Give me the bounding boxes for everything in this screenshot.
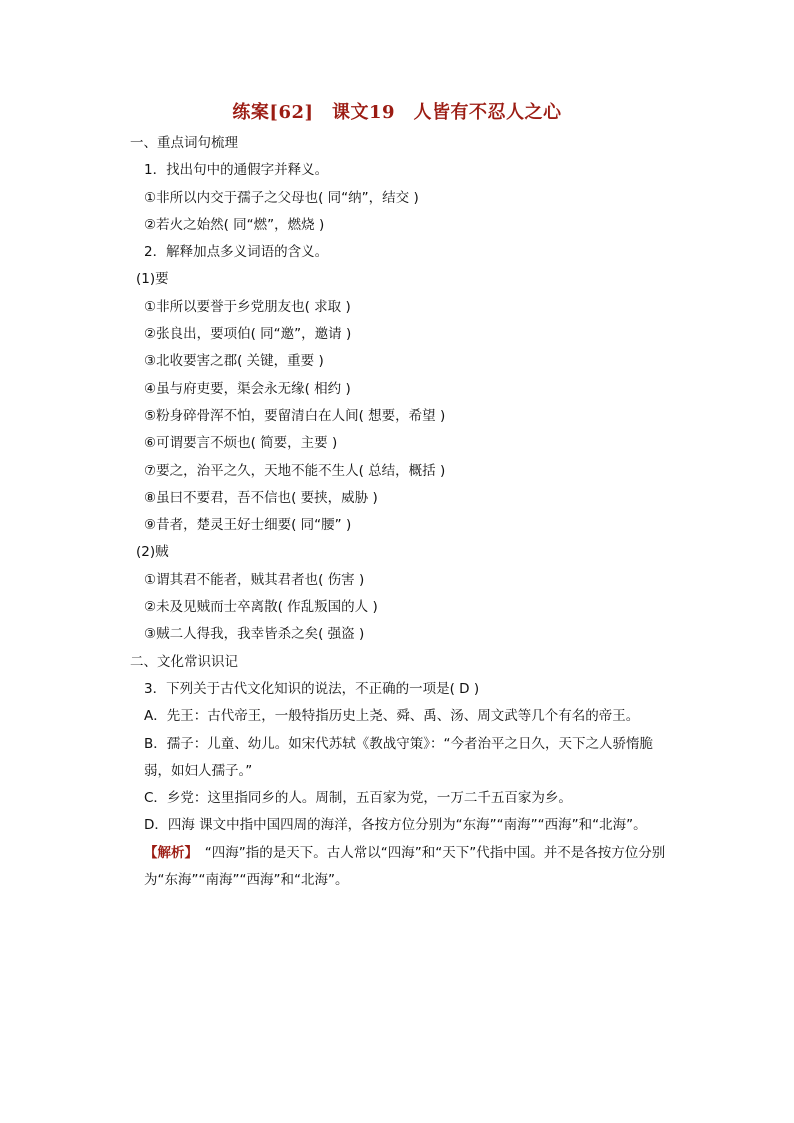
option-a: A．先王：古代帝王，一般特指历史上尧、舜、禹、汤、周文武等几个有名的帝王。 (144, 708, 640, 725)
yao-item: ③北收要害之郡( 关键，重要 ) (144, 353, 324, 370)
yao-item: ①非所以要誉于乡党朋友也( 求取 ) (144, 298, 351, 315)
document-body (130, 130, 670, 894)
option-b: B．孺子：儿童、幼儿。如宋代苏轼《教战守策》：“今者治平之日久，天下之人骄惰脆弱，如妇人孺子。” (144, 735, 654, 779)
question-3-prompt: 3．下列关于古代文化知识的说法，不正确的一项是( D ) (144, 680, 480, 697)
yao-item: ②张良出，要项伯( 同“邀”，邀请 ) (144, 326, 352, 343)
zei-item: ③贼二人得我，我幸皆杀之矣( 强盗 ) (144, 626, 365, 643)
section-heading-culture: 二、文化常识识记 (130, 653, 238, 670)
yao-item: ⑥可谓要言不烦也( 简要，主要 ) (144, 435, 338, 452)
sub-question-label-zei: (2)贼 (136, 544, 169, 561)
question-2-prompt: 2．解释加点多义词语的含义。 (144, 244, 329, 261)
section-heading-key-words: 一、重点词句梳理 (130, 135, 238, 151)
analysis-label: 【解析】 (144, 844, 192, 861)
yao-item: ⑨昔者，楚灵王好士细要( 同“腰” ) (144, 517, 352, 534)
option-c: C．乡党：这里指同乡的人。周制，五百家为党，一万二千五百家为乡。 (144, 790, 572, 807)
yao-item: ⑤粉身碎骨浑不怕，要留清白在人间( 想要，希望 ) (144, 407, 446, 424)
sub-question-label-yao: (1)要 (136, 271, 169, 288)
question-1-item: ②若火之始然( 同“燃”，燃烧 ) (144, 216, 325, 233)
yao-item: ⑧虽曰不要君，吾不信也( 要挟，威胁 ) (144, 489, 378, 506)
yao-item: ④虽与府吏要，渠会永无缘( 相约 ) (144, 380, 351, 397)
zei-item: ②未及见贼而士卒离散( 作乱叛国的人 ) (144, 599, 378, 616)
option-d: D．四海 课文中指中国四周的海洋，各按方位分别为“东海”“南海”“西海”和“北海”。 (144, 817, 647, 834)
question-1-prompt: 1．找出句中的通假字并释义。 (144, 162, 329, 179)
analysis-text: “四海”指的是天下。古人常以“四海”和“天下”代指中国。并不是各按方位分别为“东海”“南海”“西海”和“北海”。 (144, 844, 666, 889)
page-title: 练案[62] 课文19 人皆有不忍人之心 (232, 102, 562, 123)
analysis-paragraph (130, 840, 670, 895)
zei-item: ①谓其君不能者，贼其君者也( 伤害 ) (144, 571, 365, 588)
yao-item: ⑦要之，治平之久，天地不能不生人( 总结，概括 ) (144, 462, 446, 479)
question-1-item: ①非所以内交于孺子之父母也( 同“纳”，结交 ) (144, 189, 419, 206)
